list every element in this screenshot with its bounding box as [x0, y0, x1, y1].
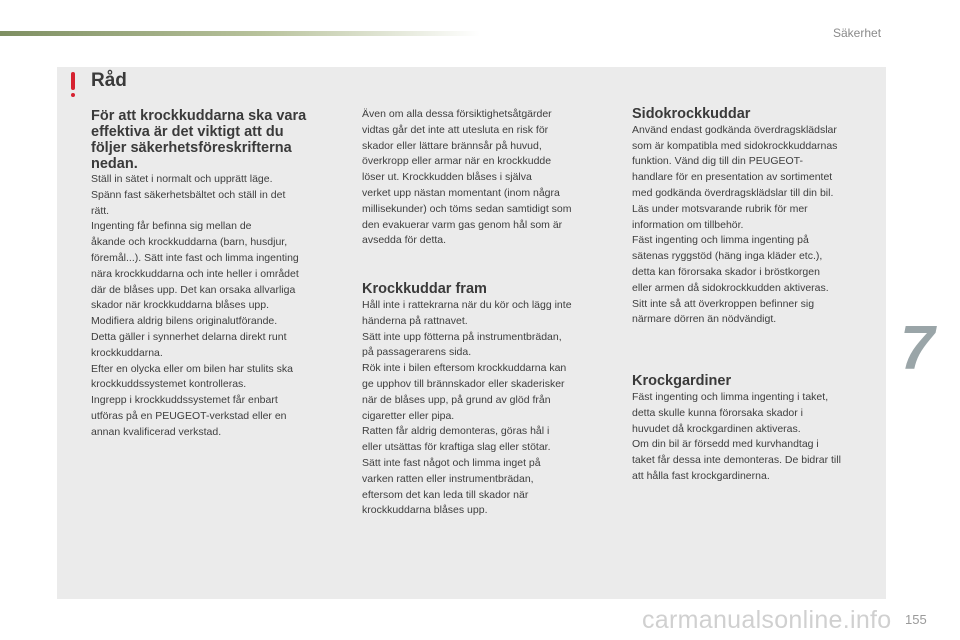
- front-airbags-heading: Krockkuddar fram: [362, 281, 487, 298]
- column-front-airbags: [362, 107, 614, 519]
- side-airbags-heading: Sidokrockkuddar: [632, 106, 751, 122]
- chapter-number: 7: [900, 314, 935, 383]
- watermark-text: carmanualsonline.info: [642, 606, 892, 634]
- curtain-airbags-heading: Krockgardiner: [632, 373, 732, 390]
- curtain-airbags-body: Fäst ingenting och limma ingenting i taket, detta skulle kunna förorsaka skador i huvudet då krockgardinen aktiveras. Om din bil är försedd med kurvhandtag i taket får dessa inte demonteras. De bidrar till att hålla fast krockgardinerna.: [632, 390, 841, 482]
- page-number: 155: [905, 612, 927, 627]
- risk-intro-text: Även om alla dessa försiktighetsåtgärder vidtas går det inte att utesluta en risk för skador eller lättare brännsår på huvud, överkropp eller armar när en krockkudde löser ut. Krockkudden blåses i själva verket upp nästan momentant (inom några millisekunder) och töms sedan samtidigt som den evakuerar varm gas genom hål som är avsedda för detta.: [362, 108, 572, 247]
- panel-heading: Råd: [91, 70, 127, 91]
- lead-text: För att krockkuddarna ska vara effektiva är det viktigt att du följer säkerhetsföreskrifterna nedan.: [91, 108, 307, 172]
- column-side-airbags: [632, 107, 882, 485]
- section-title: Säkerhet: [833, 26, 882, 40]
- column-general-advice: [91, 108, 341, 441]
- exclamation-icon: [68, 70, 78, 98]
- header-accent-bar: [0, 31, 480, 36]
- general-advice-body: Ställ in sätet i normalt och upprätt läge. Spänn fast säkerhetsbältet och ställ in det rätt. Ingenting får befinna sig mellan de åkande och krockkuddarna (barn, husdjur, föremål...). Sätt inte fast och limma ingenting nära krockkuddarna och inte heller i området där de blåses upp. Det kan orsaka allvarliga skador när krockkuddarna blåses upp. Modifiera aldrig bilens originalutförande. Detta gäller i synnerhet delarna direkt runt krockkuddarna. Efter en olycka eller om bilen har stulits ska krockkuddssystemet kontrolleras. Ingrepp i krockkuddssystemet får enbart utföras på en PEUGEOT-verkstad eller en annan kvalificerad verkstad.: [91, 173, 299, 438]
- front-airbags-body: Håll inte i rattekrarna när du kör och lägg inte händerna på rattnavet. Sätt inte upp fötterna på instrumentbrädan, på passagerarens sida. Rök inte i bilen eftersom krockkuddarna kan ge upphov till brännskador eller skaderisker när de blåses upp, på grund av glöd från cigaretter eller pipa. Ratten får aldrig demonteras, göras hål i eller utsättas för kraftiga slag eller stötar. Sätt inte fast något och limma inget på varken ratten eller instrumentbrädan, eftersom det kan leda till skador när krockkuddarna blåses upp.: [362, 298, 572, 517]
- side-airbags-body: Använd endast godkända överdragsklädslar som är kompatibla med sidokrockkuddarnas funktion. Vänd dig till din PEUGEOT- handlare för en presentation av sortimentet med godkända överdragsklädslar till din bil. Läs under motsvarande rubrik för mer information om tillbehör. Fäst ingenting och limma ingenting på sätenas ryggstöd (häng inga kläder etc.), detta kan förorsaka skador i bröstkorgen eller armen då sidokrockkudden aktiveras. Sitt inte så att överkroppen befinner sig närmare dörren än nödvändigt.: [632, 123, 838, 326]
